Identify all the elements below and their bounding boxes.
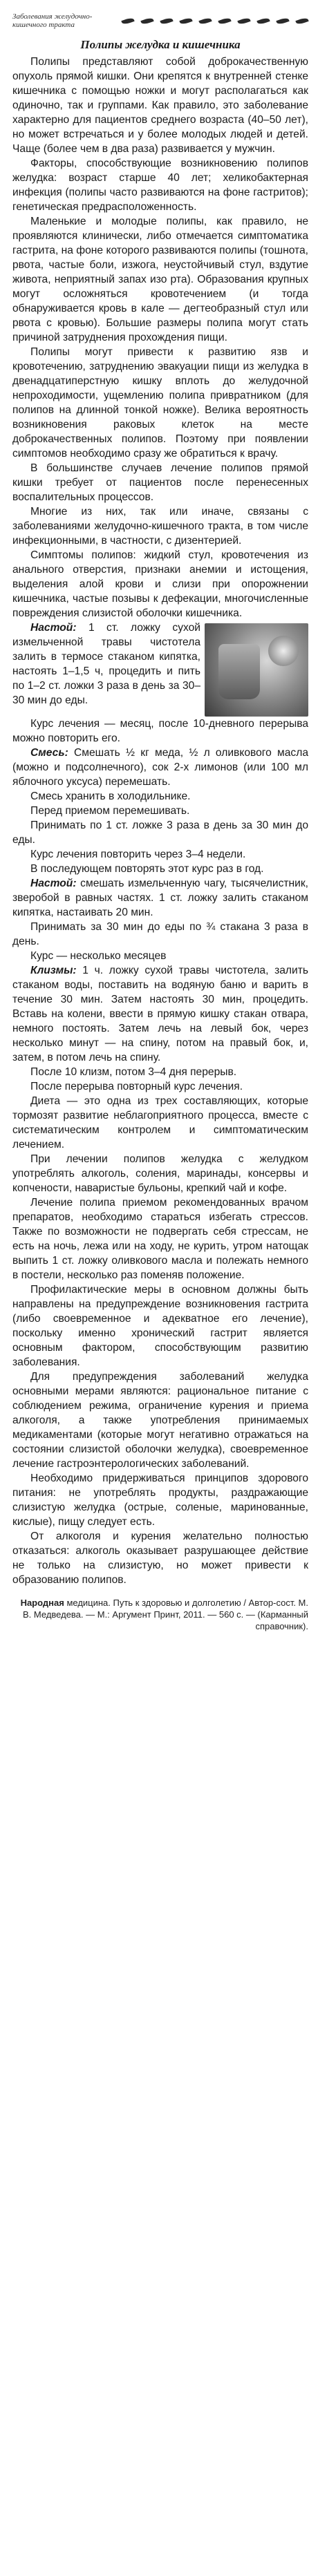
leaf-icon: [179, 17, 192, 26]
advice-avoid: При лечении полипов желудка с желудком употреблять алкоголь, соления, маринады, консервы и копчености, наваристые бульоны, крепкий чай и кофе.: [12, 1153, 308, 1194]
recipe-course-3: Курс — несколько месяцев: [30, 950, 167, 962]
advice-stress: Лечение полипа приемом рекомендованных врачом препаратов, необходимо стараться избегать стрессов. Также по возможности не подвергать себя стрессам, не есть на ночь, лежа или на ходу, не курить, утром натощак выпить 1 ст. ложку оливкового масла и полежать немного в постели, несколько раз поменяв положение.: [12, 1197, 308, 1281]
leaf-icon: [256, 17, 270, 26]
recipe-course-1: Курс лечения — месяц, после 10-дневного перерыва можно повторить его.: [12, 718, 308, 744]
recipe-enema: [12, 963, 308, 1065]
leaf-icon: [276, 17, 289, 26]
page-header: [12, 8, 308, 33]
recipe-after-4: После 10 клизм, потом 3–4 дня перерыв.: [30, 1066, 237, 1078]
recipe-lead: Настой:: [30, 622, 77, 634]
recipe-text: Смешать ½ кг меда, ½ л оливкового масла (можно и подсолнечного), сок 2-х лимонов (или 100 мл яблочного уксуса) перемешать.: [12, 747, 308, 788]
recipe-repeat-2: В последующем повторять этот курс раз в год.: [30, 863, 264, 875]
recipe-take-3: Принимать за 30 мин до еды по ¾ стакана 3 раза в день.: [12, 921, 308, 947]
recipe-course-2: Курс лечения повторить через 3–4 недели.: [30, 849, 246, 860]
paragraph-symptoms-bowel: Симптомы полипов: жидкий стул, кровотечения из анального отверстия, признаки анемии и истощения, выделения алой крови и слизи при опорожнении кишечника, частые позывы к дефекации, многочисленные повреждения слизистой оболочки кишечника.: [12, 549, 308, 619]
paragraph-treatment: В большинстве случаев лечение полипов прямой кишки требует от пациентов после перенесенных воспалительных процессов.: [12, 462, 308, 503]
recipe-infusion-2: [12, 876, 308, 920]
advice-nutrition: Необходимо придерживаться принципов здорового питания: не употреблять продукты, раздражающие слизистую желудка (острые, соленые, маринованные, кислые), пищу следует есть.: [12, 1472, 308, 1528]
recipe-mixture: [12, 746, 308, 789]
recipe-lead: Настой:: [30, 878, 77, 889]
paragraph-intro: Полипы представляют собой доброкачественную опухоль прямой кишки. Они крепятся к внутренней стенке кишечника с помощью ножки и могут располагаться как одиночно, так и группами. Как правило, это заболевание характерно для пациентов среднего возраста (40–50 лет), но может встречаться и у более молодых людей и детей. Чаще (более чем в два раза) развивается у мужчин.: [12, 56, 308, 155]
leaf-ornament: [122, 19, 308, 23]
recipe-stir: Перед приемом перемешивать.: [30, 805, 190, 817]
leaf-icon: [237, 17, 250, 26]
source-bold: Народная: [20, 1598, 64, 1608]
herbal-tea-photo: [205, 623, 308, 717]
recipe-lead: Смесь:: [30, 747, 68, 759]
recipe-course-4: После перерыва повторный курс лечения.: [30, 1081, 243, 1092]
advice-diet: Диета — это одна из трех составляющих, которые тормозят развитие неблагоприятного процесса, вместе с систематическим контролем и симптоматическим лечением.: [12, 1095, 308, 1150]
recipe-text: 1 ч. ложку сухой травы чистотела, залить стаканом воды, поставить на водяную баню и варить в течение 30 мин. Затем настоять 30 мин, процедить. Вставь на колени, ввести в прямую кишку стакан отвара, немного постоять. Затем лечь на левый бок, через несколько минут — на спину, потом на правый бок, и, затем, в потом лечь на спину.: [12, 965, 308, 1063]
leaf-icon: [198, 17, 212, 26]
leaf-icon: [295, 17, 308, 26]
recipe-take-2: Принимать по 1 ст. ложке 3 раза в день за 30 мин до еды.: [12, 820, 308, 846]
recipe-with-photo: [12, 621, 308, 717]
leaf-icon: [121, 17, 134, 26]
source-rest: медицина. Путь к здоровью и долголетию / Автор-сост. М. В. Медведева. — М.: Аргумент Принт, 2011. — 560 с. — (Карманный справочник).: [23, 1598, 308, 1631]
recipe-lead: Клизмы:: [30, 965, 77, 976]
advice-measures: Для предупреждения заболеваний желудка основными мерами являются: рациональное питание с соблюдением режима, ограничение курения и приема алкоголя, а также употребления принимаемых медикаментами (которые могут негативно отражаться на состоянии слизистой оболочки желудка), своевременное лечение гастроэнтерологических заболеваний.: [12, 1371, 308, 1470]
recipe-text: 1 ст. ложку сухой измельченной травы чистотела залить в термосе стаканом кипятка, настоять 1–1,5 ч, процедить и пить по 1–2 ст. ложки 3 раза в день за 30–30 мин до еды.: [12, 622, 200, 706]
paragraph-complications: Полипы могут привести к развитию язв и кровотечению, затруднению эвакуации пищи из желудка в двенадцатиперстную кишку вплоть до желудочной непроходимости, ущемлению полипа привратником (для полипов на длинной тонкой ножке). Велика вероятность возникновения раковых клеток на месте доброкачественных полипов. Поэтому при появлении симптомов необходимо сразу же обратиться к врачу.: [12, 346, 308, 460]
paragraph-symptoms-stomach: Маленькие и молодые полипы, как правило, не проявляются клинически, либо отмечается симптоматика гастрита, на фоне которого развиваются полипы (тошнота, рвота, частые боли, изжога, неустойчивый стул, вздутие живота, неприятный запах изо рта). Образования крупных могут осложняться кровотечением (и тогда обнаруживается кровь в кале — дегтеобразный стул или рвота с кровью). Большие размеры полипа могут стать причиной затруднения прохождения пищи.: [12, 216, 308, 343]
running-head: Заболевания желудочно-кишечного тракта: [12, 12, 93, 29]
recipe-infusion-1: [12, 621, 200, 708]
recipe-text: смешать измельченную чагу, тысячелистник, зверобой в равных частях. 1 ст. ложку залить стаканом кипятка, настаивать 20 мин.: [12, 878, 308, 918]
recipe-store: Смесь хранить в холодильнике.: [30, 790, 191, 802]
source-citation: [12, 1597, 308, 1632]
paragraph-factors: Факторы, способствующие возникновению полипов желудка: возраст старше 40 лет; хеликобактерная инфекция (полипы часто развиваются на фоне гастритов); генетическая предрасположенность.: [12, 158, 308, 213]
advice-prevention: Профилактические меры в основном должны быть направлены на предупреждение возникновения гастрита (либо своевременное и адекватное его лечение), поскольку именно хронический гастрит является основным фактором, способствующим развитию заболевания.: [12, 1284, 308, 1368]
leaf-icon: [218, 17, 231, 26]
paragraph-causes: Многие из них, так или иначе, связаны с заболеваниями желудочно-кишечного тракта, в том числе инфекционными, в частности, с дизентерией.: [12, 506, 308, 547]
advice-alcohol: От алкоголя и курения желательно полностью отказаться: алкоголь оказывает разрушающее действие не только на слизистую, но может привести к образованию полипов.: [12, 1531, 308, 1586]
article-title: Полипы желудка и кишечника: [80, 38, 241, 51]
leaf-icon: [160, 17, 173, 26]
leaf-icon: [140, 17, 153, 26]
